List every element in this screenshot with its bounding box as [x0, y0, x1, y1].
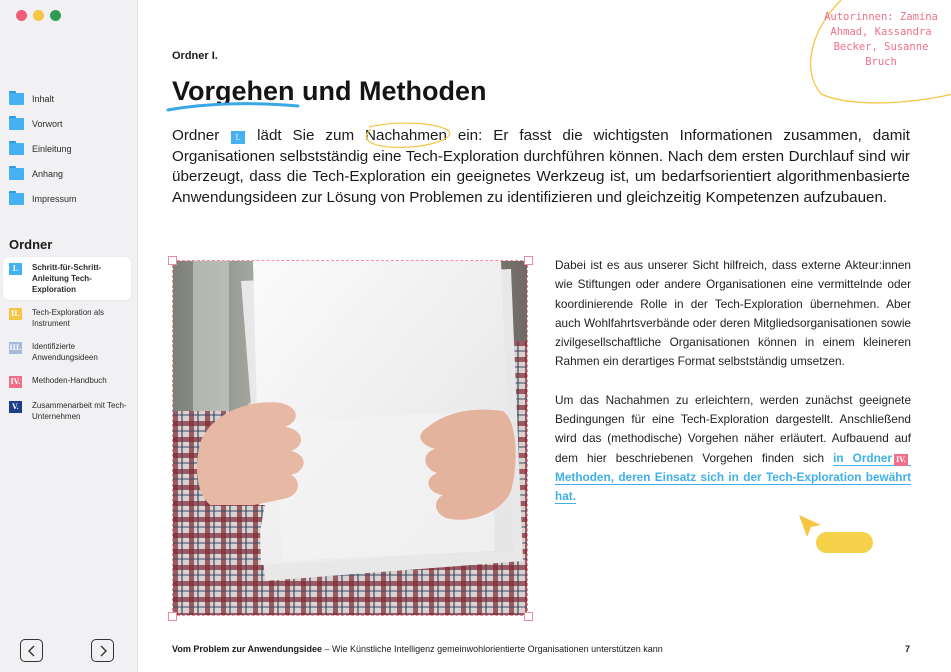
sidebar-item-label: Einleitung — [32, 143, 72, 154]
ordner-badge: IV. — [894, 454, 908, 466]
link-pre: in Ordner — [833, 450, 892, 465]
ordner-item-3[interactable] — [3, 336, 131, 368]
footer-title — [172, 644, 663, 654]
sidebar-item-label: Impressum — [32, 193, 77, 204]
sidebar-item-label: Anhang — [32, 168, 64, 179]
footer-subtitle: – Wie Künstliche Intelligenz gemeinwohlorientierte Organisationen unterstützen kann — [322, 644, 663, 654]
sidebar-item-impressum[interactable] — [0, 186, 138, 211]
intro-mid: lädt Sie zum — [257, 127, 355, 144]
ordner-badge: III. — [9, 343, 22, 352]
folder-icon — [9, 143, 24, 155]
body-column — [555, 256, 911, 507]
footer-title-bold: Vom Problem zur Anwendungsidee — [172, 644, 323, 654]
ordner-item-2[interactable] — [3, 302, 131, 334]
resize-handle-top-left[interactable] — [168, 256, 177, 265]
section-label: Ordner I. — [172, 50, 218, 62]
intro-pre: Ordner — [172, 127, 220, 144]
folder-icon — [9, 118, 24, 130]
sidebar-item-label: Vorwort — [32, 118, 63, 129]
highlight-pill-decoration — [816, 532, 873, 553]
circle-highlight-decoration — [359, 121, 453, 151]
body-paragraph-2-text: Um das Nachahmen zu erleichtern, werden zunächst geeignete Bedingungen für eine Tech-Exploration dargestellt. Anschließend wird das (methodische) Vorgehen näher erläutert. Aufbauend auf dem hier beschriebenen Vorgehen finden sich — [555, 392, 911, 465]
circled-word-text: Nachahmen — [365, 127, 447, 144]
photo-illustration — [173, 261, 527, 615]
ordner-badge: I. — [9, 263, 22, 275]
sidebar-item-anhang[interactable] — [0, 161, 138, 186]
ordner-heading: Ordner — [9, 237, 53, 252]
resize-handle-bottom-right[interactable] — [524, 612, 533, 621]
circled-word — [365, 126, 447, 147]
next-page-button[interactable] — [91, 639, 114, 662]
intro-post: ein: Er fasst die wichtigsten Informationen zusammen, damit Organisationen selbstständig eine Tech-Exploration durchführen können. Nach dem ersten Durchlauf sind wir überzeugt, dass die Tech-Exploration ein geeignetes Werkzeug ist, um bedarfsorientiert algorithmenbasierte Anwendungsideen zur Lösung von Problemen zu identifizieren und gleichzeitig Kompetenzen aufzubauen. — [172, 127, 910, 206]
close-window-button[interactable] — [16, 10, 27, 21]
intro-paragraph — [172, 126, 910, 208]
ordner-item-label: Zusammenarbeit mit Tech-Unternehmen — [32, 401, 127, 421]
page-footer — [172, 644, 910, 654]
sidebar-nav — [0, 86, 138, 211]
sidebar-item-vorwort[interactable] — [0, 111, 138, 136]
ordner-item-label: Identifizierte Anwendungsideen — [32, 342, 98, 362]
ordner-badge: I. — [231, 131, 245, 144]
ordner-item-5[interactable] — [3, 395, 131, 427]
body-paragraph-2 — [555, 391, 911, 507]
link-post: Methoden, deren Einsatz sich in der Tech-Exploration bewährt hat. — [555, 469, 911, 504]
ordner-item-label: Methoden-Handbuch — [32, 376, 107, 385]
chevron-right-icon — [98, 645, 108, 657]
ordner-list — [3, 257, 131, 429]
sidebar-item-einleitung[interactable] — [0, 136, 138, 161]
folder-icon — [9, 168, 24, 180]
chevron-left-icon — [27, 645, 37, 657]
body-paragraph-1: Dabei ist es aus unserer Sicht hilfreich, dass externe Akteur:innen wie Stiftungen oder andere Organisationen eine vermittelnde oder koordinierende Rolle in der Tech-Exploration übernehmen. Aber auch Wohlfahrtsverbände oder deren Mitgliedsorganisationen sowie zivilgesellschaftliche Organisationen können in einem kleineren Rahmen ein derartiges Format selbstständig umsetzen. — [555, 258, 911, 369]
resize-handle-bottom-left[interactable] — [168, 612, 177, 621]
sidebar-item-label: Inhalt — [32, 93, 55, 104]
ordner-item-4[interactable] — [3, 370, 131, 393]
ordner-badge: II. — [11, 309, 20, 318]
page-title: Vorgehen und Methoden — [172, 76, 487, 106]
previous-page-button[interactable] — [20, 639, 43, 662]
minimize-window-button[interactable] — [33, 10, 44, 21]
title-underline-decoration — [166, 100, 302, 114]
ordner-item-label: Schritt-für-Schritt-Anleitung Tech-Exploration — [32, 263, 102, 294]
maximize-window-button[interactable] — [50, 10, 61, 21]
ordner-badge: V. — [9, 401, 22, 413]
ordner-badge: IV. — [10, 377, 21, 386]
authors-note: Autorinnen: Zamina Ahmad, Kassandra Becker, Susanne Bruch — [824, 11, 938, 68]
image-frame[interactable] — [172, 260, 528, 616]
folder-icon — [9, 93, 24, 105]
ordner-item-1[interactable] — [3, 257, 131, 300]
window-controls — [16, 10, 61, 21]
photo-hands-holding-paper — [173, 261, 527, 615]
folder-icon — [9, 193, 24, 205]
resize-handle-top-right[interactable] — [524, 256, 533, 265]
ordner-item-label: Tech-Exploration als Instrument — [32, 308, 105, 328]
sidebar-item-inhalt[interactable] — [0, 86, 138, 111]
sidebar — [0, 0, 138, 672]
page-number: 7 — [904, 644, 910, 654]
